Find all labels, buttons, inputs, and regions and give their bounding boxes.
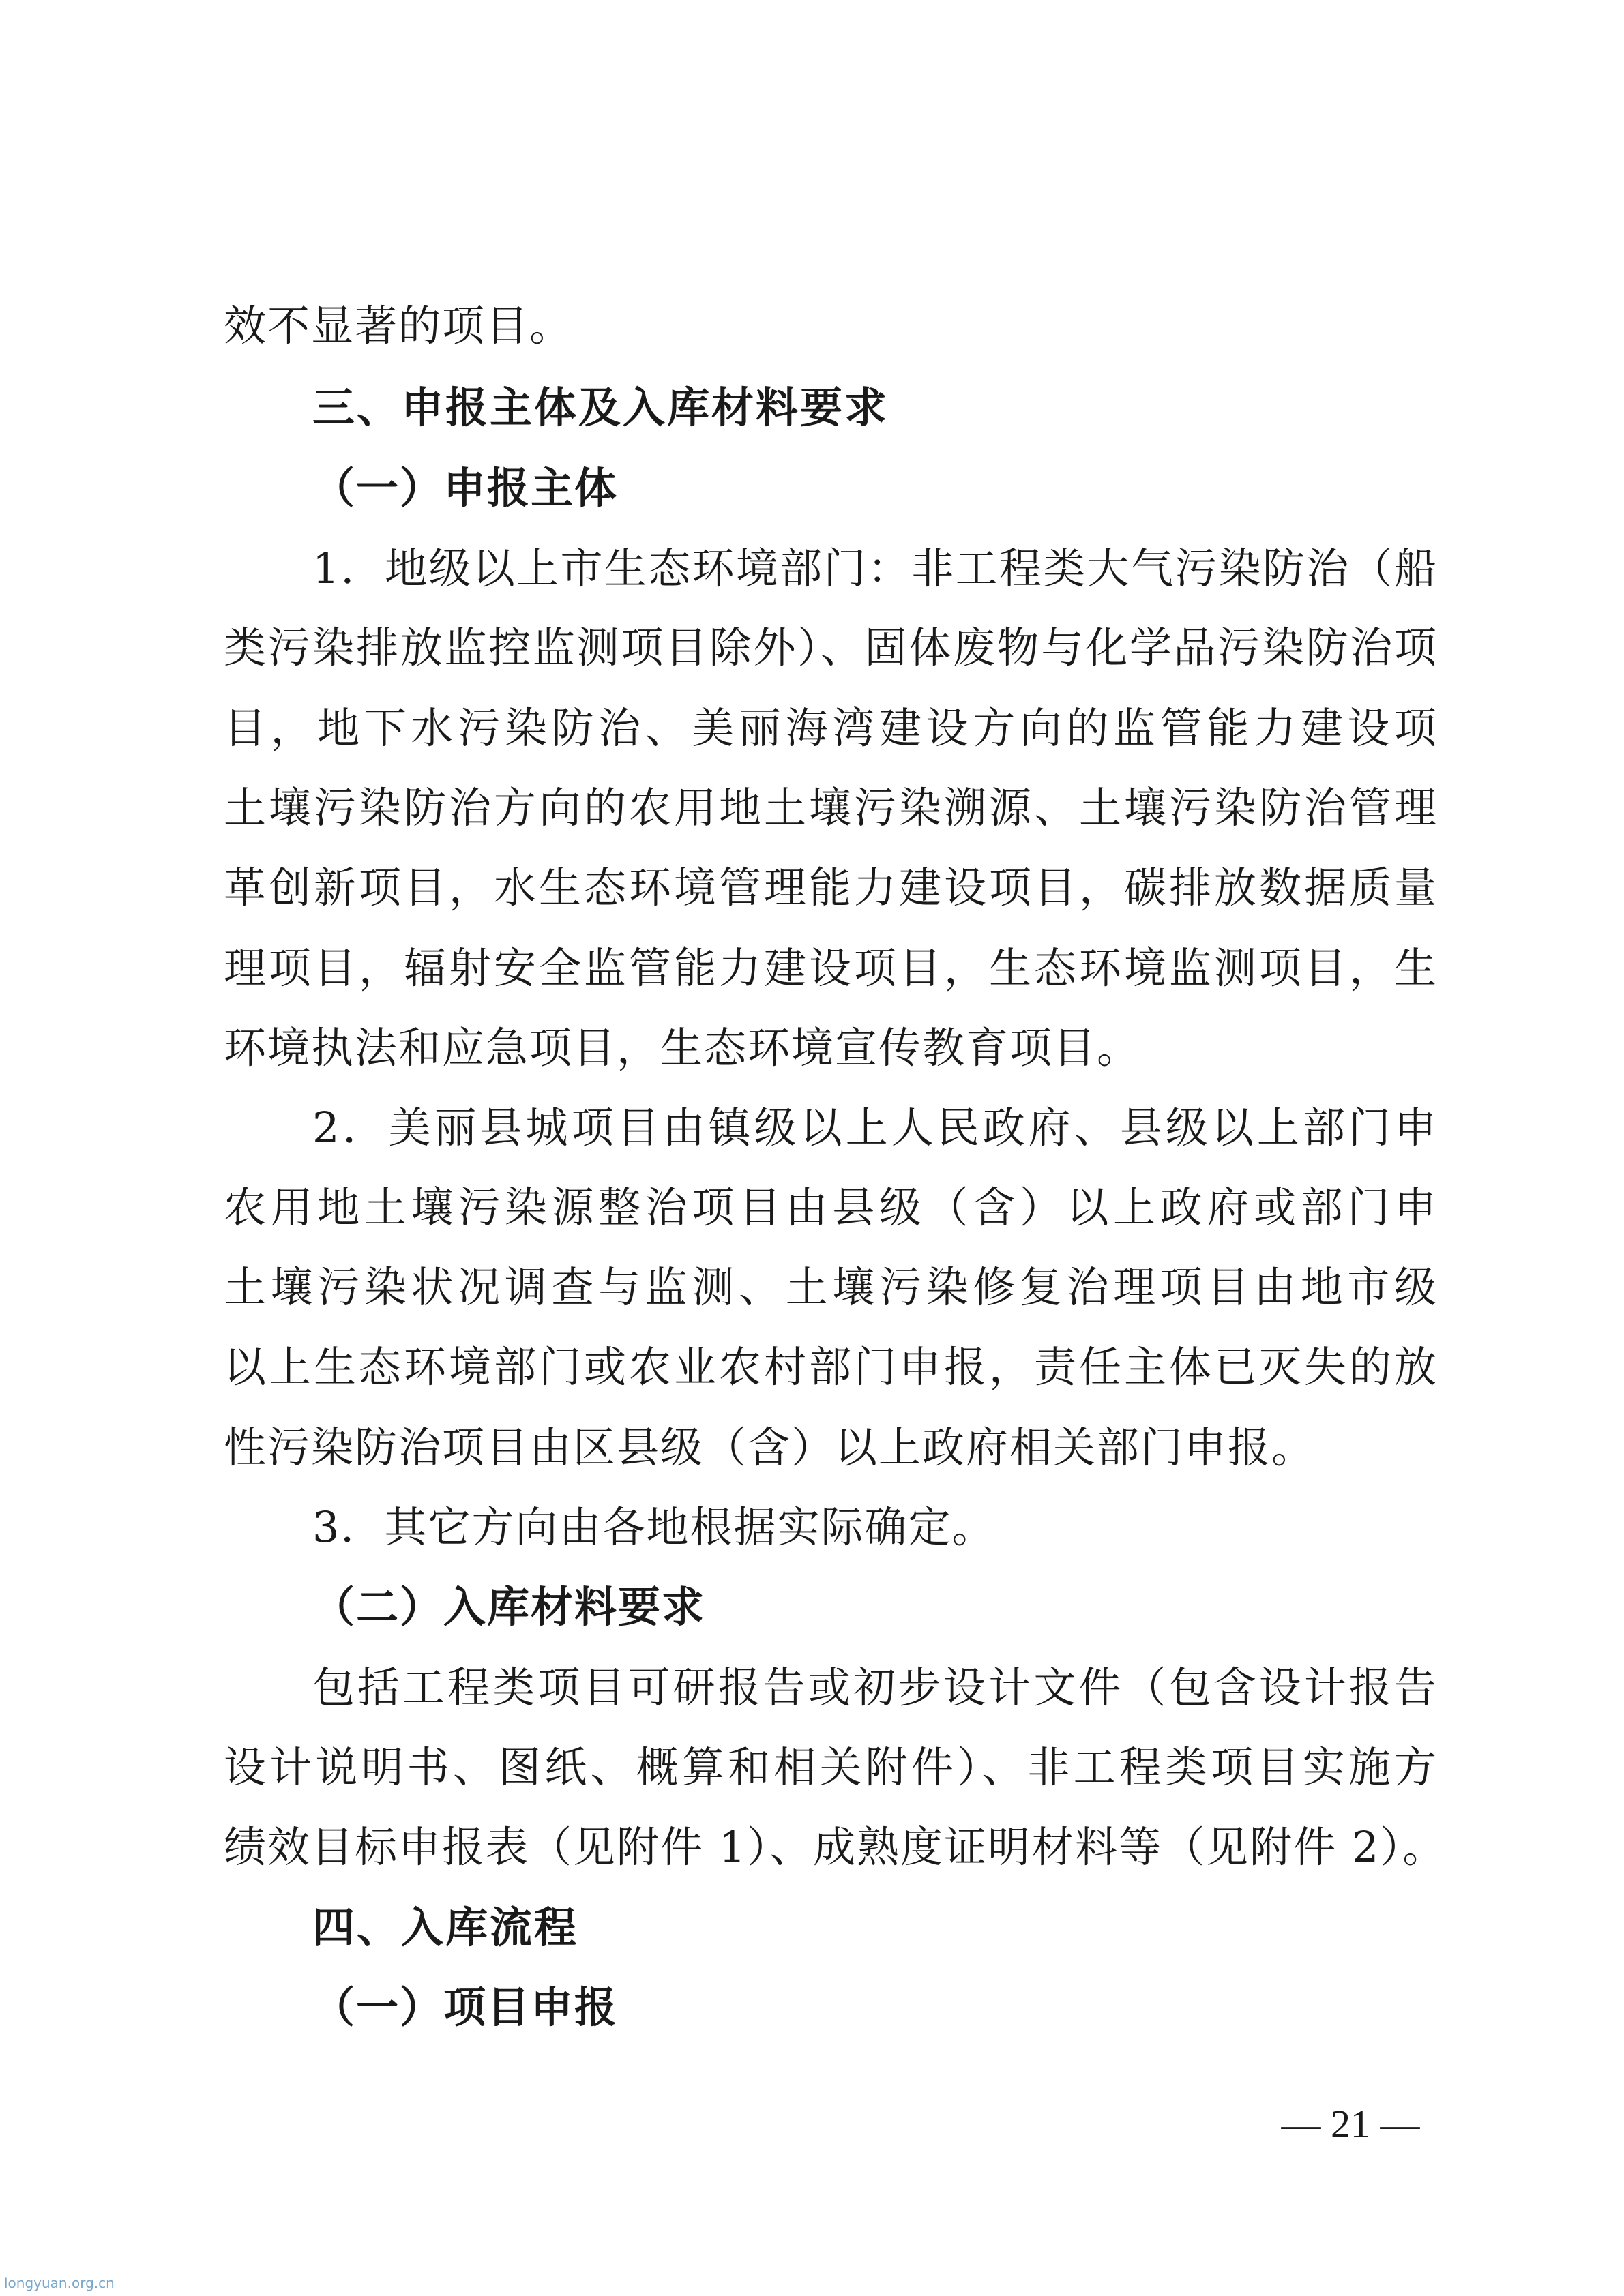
paragraph-line: 1．地级以上市生态环境部门：非工程类大气污染防治（船 <box>312 543 1438 593</box>
paragraph-line: 类污染排放监控监测项目除外）、固体废物与化学品污染防治项 <box>224 623 1438 672</box>
paragraph-line: 土壤污染防治方向的农用地土壤污染溯源、土壤污染防治管理 <box>224 783 1438 833</box>
subsection-heading: （二）入库材料要求 <box>312 1582 706 1632</box>
subsection-heading: （一）申报主体 <box>312 463 619 513</box>
paragraph-line: 性污染防治项目由区县级（含）以上政府相关部门申报。 <box>224 1422 1316 1472</box>
paragraph-line: 设计说明书、图纸、概算和相关附件）、非工程类项目实施方 <box>224 1742 1438 1792</box>
source-watermark: longyuan.org.cn <box>4 2275 115 2291</box>
paragraph-line: 环境执法和应急项目，生态环境宣传教育项目。 <box>224 1023 1141 1073</box>
paragraph-line: 农用地土壤污染源整治项目由县级（含）以上政府或部门申 <box>224 1182 1438 1232</box>
text-line: 效不显著的项目。 <box>224 301 574 351</box>
paragraph-line: 以上生态环境部门或农业农村部门申报，责任主体已灭失的放 <box>224 1342 1438 1392</box>
paragraph-line: 革创新项目，水生态环境管理能力建设项目，碳排放数据质量 <box>224 863 1438 912</box>
paragraph-line: 3．其它方向由各地根据实际确定。 <box>312 1502 996 1552</box>
paragraph-line: 目，地下水污染防治、美丽海湾建设方向的监管能力建设项 <box>224 703 1438 753</box>
subsection-heading: （一）项目申报 <box>312 1982 619 2032</box>
paragraph-line: 理项目，辐射安全监管能力建设项目，生态环境监测项目，生 <box>224 943 1438 993</box>
paragraph-line: 绩效目标申报表（见附件 1）、成熟度证明材料等（见附件 2）。 <box>224 1822 1447 1872</box>
paragraph-line: 土壤污染状况调查与监测、土壤污染修复治理项目由地市级 <box>224 1262 1438 1312</box>
paragraph-line: 包括工程类项目可研报告或初步设计文件（包含设计报告 <box>312 1663 1438 1712</box>
section-heading: 三、申报主体及入库材料要求 <box>312 383 889 432</box>
paragraph-line: 2．美丽县城项目由镇级以上人民政府、县级以上部门申 <box>312 1103 1438 1152</box>
page-number: — 21 — <box>1281 2102 1420 2146</box>
section-heading: 四、入库流程 <box>312 1903 579 1952</box>
